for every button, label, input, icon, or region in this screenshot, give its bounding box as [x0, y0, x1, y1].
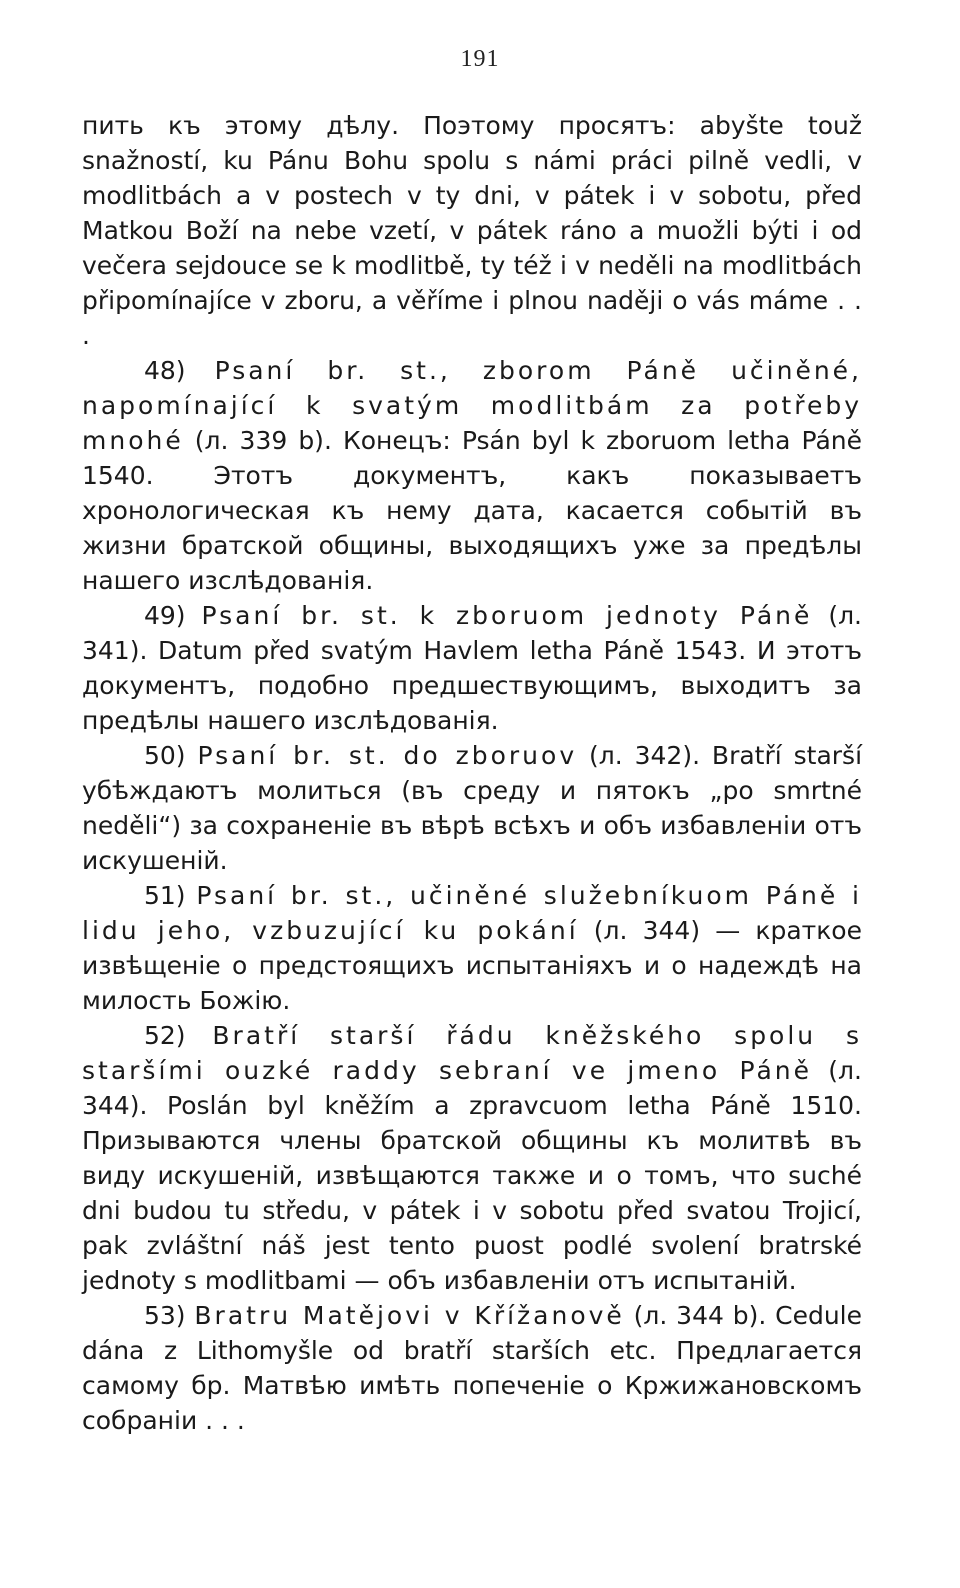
document-title-run: Psaní br. st., zborom Páně učiněné, napomínající k svatým modlitbám za potřeby mnohé [82, 356, 862, 455]
text-run: (л. 342). Bratří starší убѣждаютъ молиться (въ среду и пятокъ „po smrtné neděli“) за сохраненіе въ вѣрѣ всѣхъ и объ избавленіи отъ искушеній. [82, 741, 863, 875]
paragraph-item-49 [82, 598, 862, 738]
paragraph-item-50 [82, 738, 862, 878]
document-title-run: Psaní br. st., učiněné služebníkuom Páně i lidu jeho, vzbuzující ku pokání [82, 881, 862, 945]
paragraph-item-51 [82, 878, 862, 1018]
text-run: пить къ этому дѣлу. Поэтому просятъ: abyšte touž snažností, ku Pánu Bohu spolu s námi práci pilně vedli, v modlitbách a v postech v ty dni, v pátek i v sobotu, před Matkou Boží na nebe vzetí, v pátek ráno a muožli býti i od večera sejdouce se k modlitbě, ty též i v neděli na modlitbách připomínajíce v zboru, a věříme i plnou naději o vás máme . . . [82, 111, 862, 350]
text-run: 48) [144, 356, 215, 385]
document-title-run: Psaní br. st. k zboruom jednoty Páně [201, 601, 813, 630]
text-run: (л. 341). Datum před svatým Havlem letha Páně 1543. И этотъ документъ, подобно предшествующимъ, выходитъ за предѣлы нашего изслѣдованія. [82, 601, 862, 735]
body-text [82, 108, 862, 1438]
paragraph-item-53 [82, 1298, 862, 1438]
document-title-run: Psaní br. st. do zboruov [197, 741, 578, 770]
document-title-run: Bratří starší řádu kněžského spolu s staršími ouzké raddy sebraní ve jmeno Páně [82, 1021, 863, 1085]
text-run: 51) [144, 881, 197, 910]
text-run: 52) [144, 1021, 213, 1050]
text-run: (л. 344). Poslán byl kněžím a zpravcuom letha Páně 1510. Призываются члены братской общины къ молитвѣ въ виду искушеній, извѣщаются также и о томъ, что suché dni budou tu středu, v pátek i v sobotu před svatou Trojicí, pak zvláštní náš jest tento puost podlé svolení bratrské jednoty s modlitbami — объ избавленіи отъ испытаній. [82, 1056, 862, 1295]
document-title-run: Bratru Matějovi v Křížanově [194, 1301, 625, 1330]
text-run: 50) [144, 741, 198, 770]
text-run: (л. 339 b). Конецъ: Psán byl k zboruom letha Páně 1540. Этотъ документъ, какъ показываетъ хронологическая къ нему дата, касается событій въ жизни братской общины, выходящихъ уже за предѣлы нашего изслѣдованія. [82, 426, 862, 595]
paragraph-item-52 [82, 1018, 862, 1298]
text-run: (л. 344) — краткое извѣщеніе о предстоящихъ испытаніяхъ и о надеждѣ на милость Божію. [82, 916, 862, 1015]
text-run: (л. 344 b). Cedule dána z Lithomyšle od bratří starších etc. Предлагается самому бр. Матвѣю имѣть попеченіе о Кржижановскомъ собраніи . . . [82, 1301, 862, 1435]
page-number: 191 [460, 46, 500, 72]
text-run: 49) [144, 601, 202, 630]
paragraph-continuation [82, 108, 862, 353]
text-run: 53) [144, 1301, 195, 1330]
paragraph-item-48 [82, 353, 862, 598]
